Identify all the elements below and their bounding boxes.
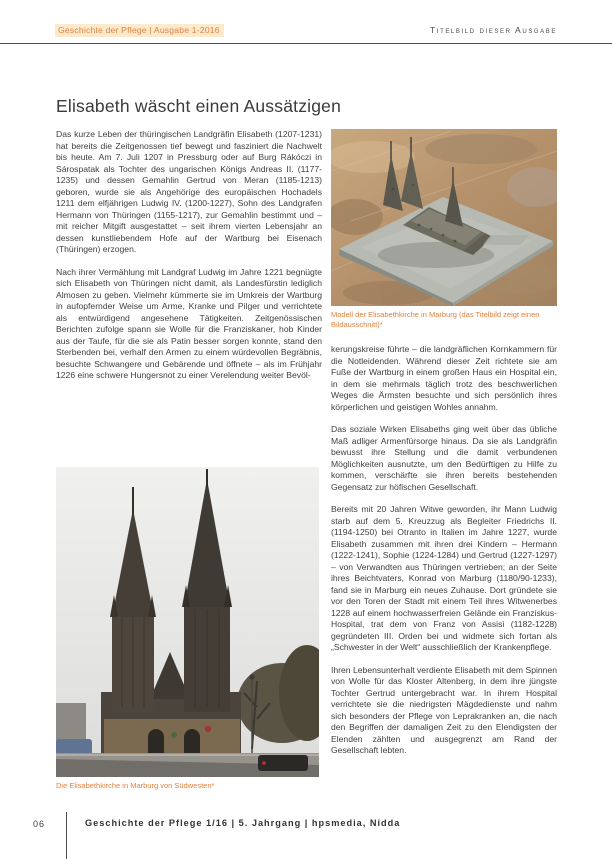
paragraph: Ihren Lebensunterhalt verdiente Elisabeth mit dem Spinnen von Wolle für das Kloster Altenberg, in dem ihre jüngste Tochter Gertrud untergebracht war. In ihrem Hospital verrichtete sie die niedrigsten Mägdedienste und nahm sich besonders der Pflege von Leprakranken an, die nach den Begriffen der damaligen Zeit zu den Elendigsten der Elenden zählten und ausgegrenzt am Rand der Gesellschaft lebten.: [331, 664, 557, 755]
header-section-label: Titelbild dieser Ausgabe: [429, 25, 557, 35]
figure-church-model-photo: [331, 129, 557, 330]
body-column-right: [331, 344, 557, 768]
church-photo: [56, 467, 319, 777]
paragraph: Das kurze Leben der thüringischen Landgräfin Elisabeth (1207-1231) hat bereits die Zeitgenossen tief bewegt und fasziniert die Nachwelt bis heute. Am 7. Juli 1207 in Pressburg oder auf Burg Rákóczi in Sárospatak als Tochter des ungarischen Königs Andreas II. (1177-1235) und dessen Gemahlin Gertrud von Meran (1185-1213) geboren, wurde sie als Angehörige des europäischen Hochadels 1211 dem elfjährigen Ludwig IV. (1200-1227), Sohn des Landgrafen Hermann von Thüringen (1155-1217), zur Gemahlin bestimmt und – mit reicher Mitgift ausgestattet – seit ihrem vierten Lebensjahr an dessen kunstliebendem Hofe auf der Wartburg bei Eisenach (Thüringen) erzogen.: [56, 129, 322, 254]
body-column-left: [56, 129, 322, 393]
paragraph: Bereits mit 20 Jahren Witwe geworden, ihr Mann Ludwig starb auf dem 5. Kreuzzug als Begleiter Friedrichs II. (1194-1250) bei Otranto in Italien im Jahre 1227, wurde Elisabeth zusammen mit ihren drei Kindern – Hermann (1222-1241), Sophie (1224-1284) und Gertrud (1227-1297) – von Verwandten aus Thüringen vertrieben; an der Seite ihres Beichtvaters, Konrad von Marburg (1180/90-1233), fand sie in Marburg ein neues Zuhause. Dort gründete sie vor den Toren der Stadt mit einem Teil ihres Witwenerbes 1228 auf einem hochwasserfreien Gelände ein Franziskus-Hospital, trat dem von Franz von Assisi (1182-1228) gegründeten III. Orden bei und widmete sich fortan als „Schwester in der Welt“ ausschließlich der Krankenpflege.: [331, 504, 557, 652]
photo-caption-model: Modell der Elisabethkirche in Marburg (das Titelbild zeigt einen Bildausschnitt)*: [331, 310, 540, 329]
footer-journal-line: Geschichte der Pflege 1/16 | 5. Jahrgang | hpsmedia, Nidda: [85, 818, 401, 828]
header-rule: [0, 43, 612, 44]
photo-caption-church: Die Elisabethkirche in Marburg von Südwesten*: [56, 781, 215, 790]
footer-divider: [66, 812, 67, 859]
header-issue-label: Geschichte der Pflege | Ausgabe 1-2016: [55, 24, 224, 37]
paragraph: kerungskreise führte – die landgräflichen Kornkammern für die Notleidenden. Während dieser Zeit richtete sie am Fuße der Wartburg in einem großen Haus ein Hospital ein, in dem sie mehrmals täglich trotz des beschwerlichen Weges die Ärmsten besuchte und sich persönlich ihres körperlichen und geistigen Wohles annahm.: [331, 344, 557, 412]
paragraph: Das soziale Wirken Elisabeths ging weit über das übliche Maß adliger Armenfürsorge hinaus. Da sie als Landgräfin bewusst ihre Stellung und die damit verbundenen Möglichkeiten ausnutzte, um den Bedürftigen zu Hilfe zu kommen, verschärfte sie ihren bereits bestehenden Gegensatz zur höfischen Gesellschaft.: [331, 424, 557, 492]
figure-church-photo: [56, 467, 319, 791]
page-number: 06: [33, 819, 46, 829]
page-title: Elisabeth wäscht einen Aussätzigen: [56, 95, 342, 116]
church-model-photo: [331, 129, 557, 306]
paragraph: Nach ihrer Vermählung mit Landgraf Ludwig im Jahre 1221 begnügte sich Elisabeth von Thüringen nicht damit, als Landesfürstin lediglich Almosen zu geben. Vielmehr kümmerte sie im Umkreis der Wartburg in aufopfernder Weise um Arme, Kranke und Pilger und verrichtete als entwürdigend angesehene Tätigkeiten. Zeitgenössischen Berichten zufolge spann sie Wolle für die Franziskaner, hob Kinder aus der Taufe, für die sie als Patin besser sorgen konnte, stand den Sterbenden bei, verhalf den Armen zu einem würdevollen Begräbnis, besuchte Schwangere und Gebärende und öffnete – als im Frühjahr 1226 eine schwere Hungersnot zu einer Verelendung weiter Bevöl-: [56, 266, 322, 380]
